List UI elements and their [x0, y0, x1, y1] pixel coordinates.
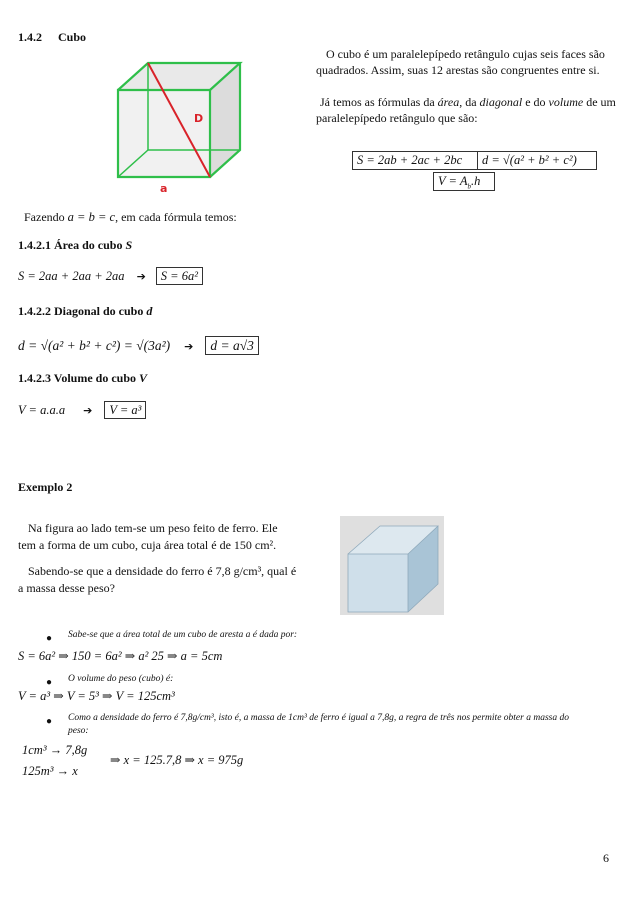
step-1-math: S = 6a² ⇒ 150 = 6a² ⇒ a² 25 ⇒ a = 5cm: [18, 649, 223, 663]
page-number: 6: [603, 851, 609, 865]
intro-paragraph-1: O cubo é um paralelepípedo retângulo cujas seis faces são quadrados. Assim, suas 12 arestas são congruentes entre si.: [316, 47, 605, 77]
arrow-icon: ➔: [184, 340, 194, 353]
bullet-2: ●: [46, 677, 53, 688]
step-3-math-result: ⇒ x = 125.7,8 ⇒ x = 975g: [110, 753, 244, 767]
example-text-1: Na figura ao lado tem-se um peso feito de ferro. Ele tem a forma de um cubo, cuja área total é de 150 cm².: [18, 521, 278, 552]
step-2-text: O volume do peso (cubo) é:: [68, 674, 174, 684]
subsection-area-heading: 1.4.2.1 Área do cubo S: [18, 238, 133, 252]
diagonal-label: D: [194, 112, 204, 125]
formula-diagonal-box: d = √(a² + b² + c²): [477, 151, 597, 170]
step-1-text: Sabe-se que a área total de um cubo de aresta a é dada por:: [68, 630, 298, 640]
fazendo-line: Fazendo a = b = c, em cada fórmula temos:: [24, 210, 237, 224]
formula-area-box: S = 2ab + 2ac + 2bc: [352, 151, 478, 170]
diagonal-derivation: [18, 337, 259, 355]
arrow-icon: ➔: [83, 404, 93, 417]
example-title: Exemplo 2: [18, 480, 73, 494]
step-3-math-line2: 125m³ → x: [22, 764, 78, 778]
cube-figure: [108, 55, 258, 195]
intro-paragraph-2: Já temos as fórmulas da área, da diagonal e do volume de um paralelepípedo retângulo que são:: [316, 95, 616, 125]
section-heading: [18, 29, 86, 45]
iron-cube-photo: [340, 516, 444, 615]
example-text-2: Sabendo-se que a densidade do ferro é 7,8 g/cm³, qual é a massa desse peso?: [18, 564, 297, 595]
bullet-1: ●: [46, 633, 53, 644]
edge-label: a: [160, 182, 168, 195]
volume-derivation: [18, 401, 146, 419]
diagonal-equation: d = √(a² + b² + c²) = √(3a²): [18, 338, 171, 353]
volume-equation: V = a.a.a: [18, 403, 66, 417]
subsection-diagonal-heading: 1.4.2.2 Diagonal do cubo d: [18, 304, 153, 318]
bullet-3: ●: [46, 716, 53, 727]
area-derivation: [18, 267, 203, 285]
area-equation: S = 2aa + 2aa + 2aa: [18, 269, 125, 283]
section-title: Cubo: [58, 30, 87, 44]
step-3-text: Como a densidade do ferro é 7,8g/cm³, isto é, a massa de 1cm³ de ferro é igual a 7,8g, a regra de três nos permite obter a massa do peso:: [68, 713, 569, 736]
section-number: 1.4.2: [18, 30, 42, 44]
area-result: S = 6a²: [156, 267, 203, 285]
subsection-volume-heading: 1.4.2.3 Volume do cubo V: [18, 371, 148, 385]
arrow-icon: ➔: [136, 270, 146, 283]
volume-result: V = a³: [104, 401, 146, 419]
step-2-math: V = a³ ⇒ V = 5³ ⇒ V = 125cm³: [18, 689, 175, 703]
formula-volume-box: $V = A_b.h$: [433, 172, 495, 191]
step-3-math-line1: 1cm³ → 7,8g: [22, 743, 88, 757]
diagonal-result: d = a√3: [205, 336, 259, 355]
